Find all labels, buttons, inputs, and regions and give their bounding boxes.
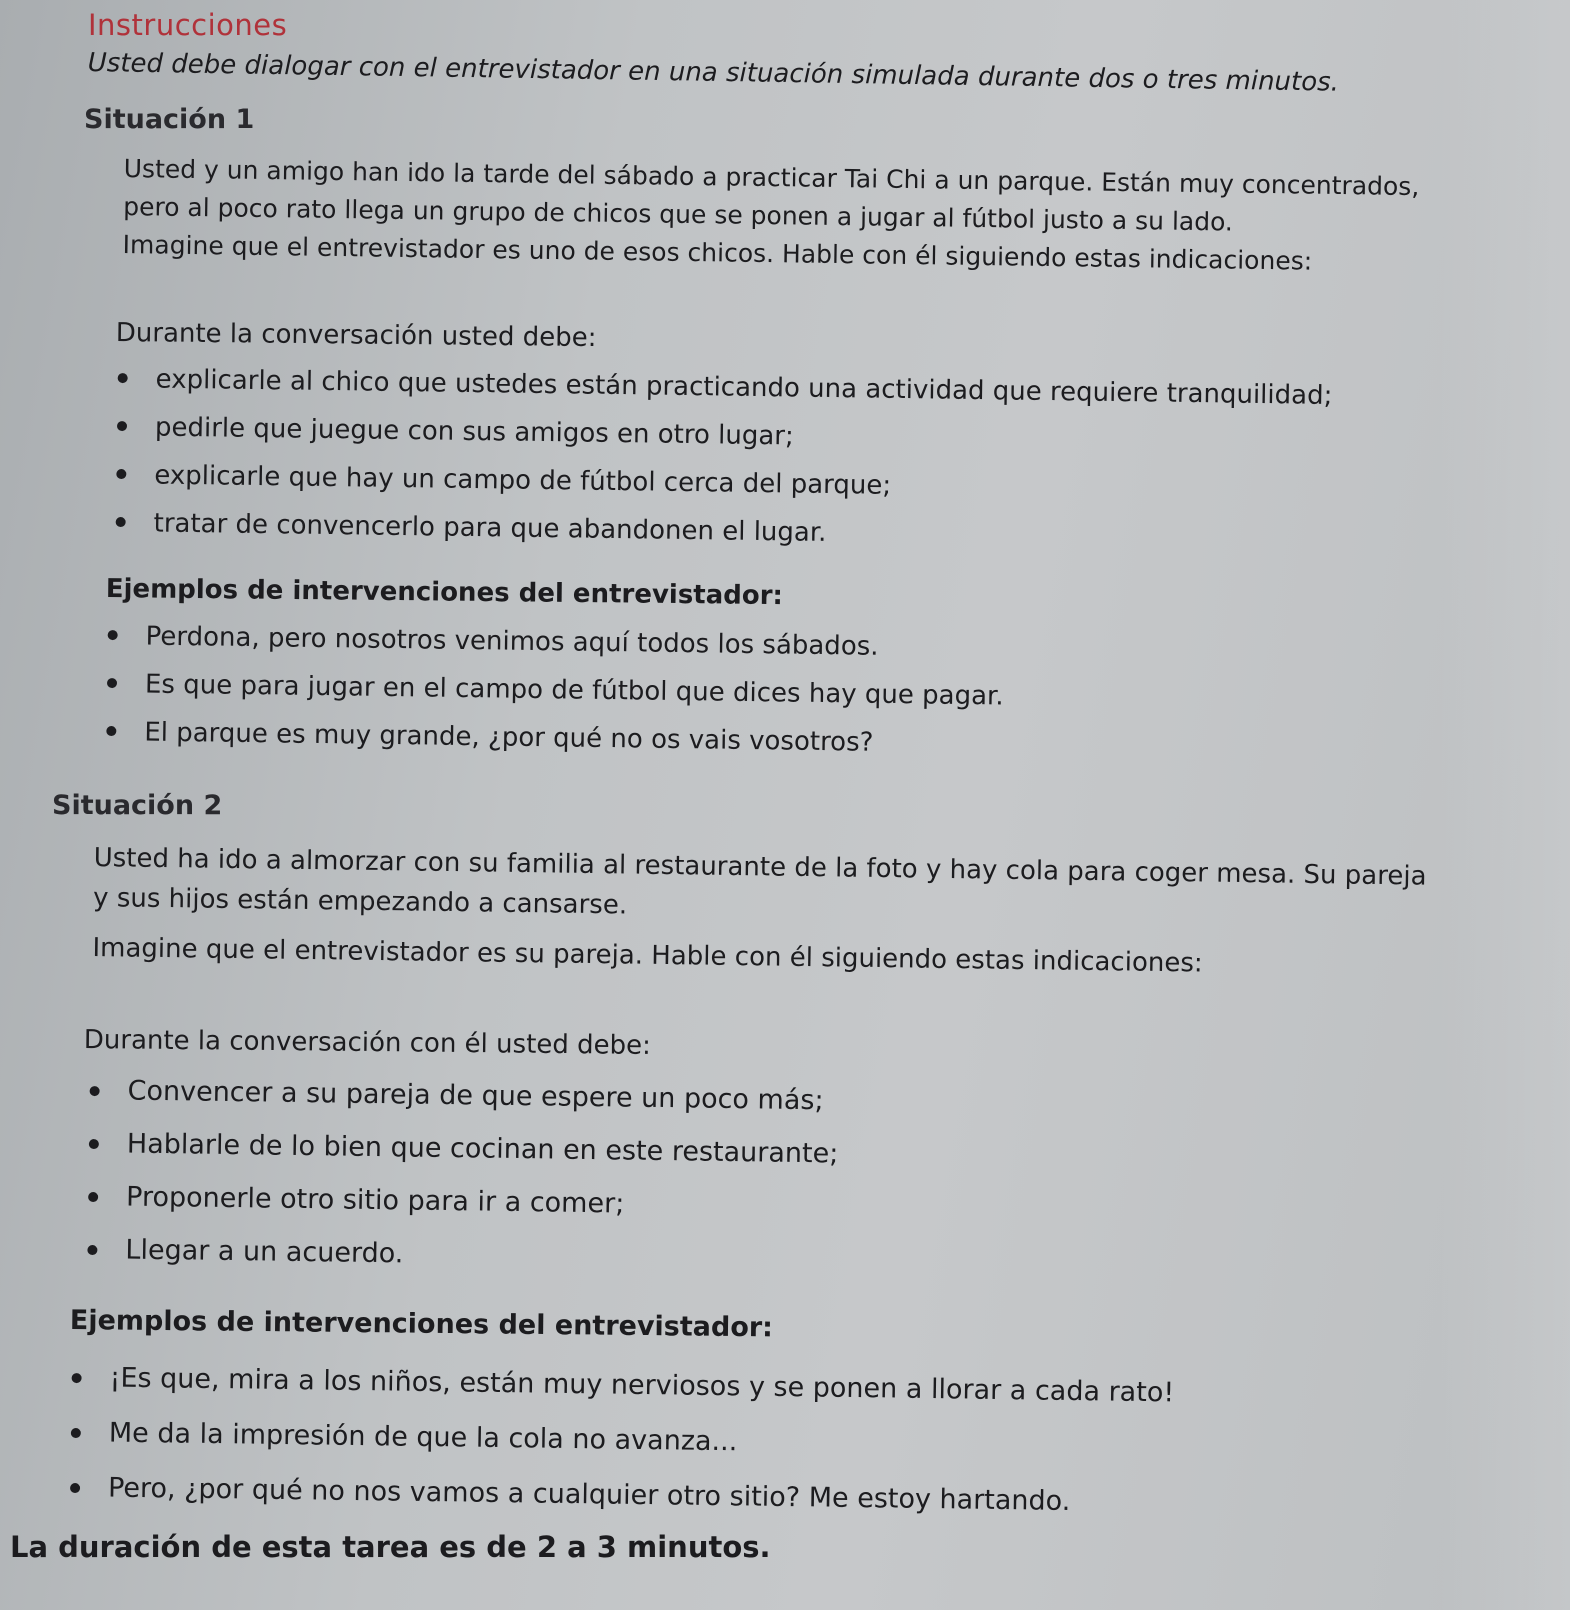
- list-item: Convencer a su pareja de que espere un poco más;: [89, 1064, 839, 1127]
- bullet-icon: [116, 469, 126, 479]
- situation1-line: pero al poco rato llega un grupo de chicos que se ponen a jugar al fútbol justo a su lado.: [123, 191, 1234, 237]
- page-edge-shadow: [1440, 0, 1570, 1610]
- bullet-icon: [71, 1428, 81, 1438]
- situation1-examples-label: Ejemplos de intervenciones del entrevistador:: [105, 574, 784, 612]
- bullet-icon: [117, 421, 127, 431]
- list-item: Hablarle de lo bien que cocinan en este restaurante;: [89, 1117, 839, 1180]
- situation2-line: Imagine que el entrevistador es su pareja. Hable con él siguiendo estas indicaciones:: [92, 932, 1203, 979]
- bullet-icon: [107, 678, 117, 688]
- bullet-icon: [116, 517, 126, 527]
- list-item: Proponerle otro sitio para ir a comer;: [88, 1170, 838, 1233]
- list-item: Pero, ¿por qué no nos vamos a cualquier otro sitio? Me estoy hartando.: [70, 1460, 1173, 1530]
- task-duration-note: La duración de esta tarea es de 2 a 3 minutos.: [10, 1530, 771, 1564]
- situation1-during-label: Durante la conversación usted debe:: [115, 318, 597, 354]
- situation1-line: Imagine que el entrevistador es uno de esos chicos. Hable con él siguiendo estas indicaciones:: [122, 229, 1313, 276]
- list-item: Perdona, pero nosotros venimos aquí todos los sábados.: [107, 612, 1004, 673]
- bullet-icon: [106, 726, 116, 736]
- situation2-examples-list: [70, 1350, 1175, 1530]
- list-item: tratar de convencerlo para que abandonen el lugar.: [115, 499, 1330, 564]
- situation2-title: Situación 2: [52, 790, 223, 821]
- list-item: explicarle que hay un campo de fútbol cerca del parque;: [116, 451, 1331, 516]
- list-item: Llegar a un acuerdo.: [87, 1223, 837, 1286]
- list-item: ¡Es que, mira a los niños, están muy nerviosos y se ponen a llorar a cada rato!: [71, 1350, 1174, 1420]
- bullet-icon: [70, 1483, 80, 1493]
- bullet-icon: [88, 1192, 98, 1202]
- bullet-icon: [108, 630, 118, 640]
- situation1-examples-list: [106, 612, 1005, 769]
- list-item: El parque es muy grande, ¿por qué no os vais vosotros?: [106, 708, 1003, 769]
- situation2-paragraph: [92, 838, 1427, 987]
- list-item: pedirle que juegue con sus amigos en otro lugar;: [117, 403, 1332, 468]
- situation2-task-list: [87, 1064, 839, 1286]
- bullet-icon: [89, 1139, 99, 1149]
- situation2-during-label: Durante la conversación con él usted debe:: [83, 1025, 652, 1061]
- bullet-icon: [72, 1373, 82, 1383]
- instructions-intro: Usted debe dialogar con el entrevistador en una situación simulada durante dos o tres minutos.: [87, 48, 1340, 98]
- bullet-icon: [90, 1086, 100, 1096]
- list-item: explicarle al chico que ustedes están practicando una actividad que requiere tranquilidad;: [117, 355, 1332, 420]
- situation1-task-list: [115, 355, 1332, 564]
- situation2-line: y sus hijos están empezando a cansarse.: [92, 882, 628, 921]
- list-item: Me da la impresión de que la cola no avanza...: [70, 1405, 1173, 1475]
- bullet-icon: [87, 1245, 97, 1255]
- situation1-title: Situación 1: [84, 104, 255, 135]
- situation1-paragraph: [122, 150, 1419, 282]
- bullet-icon: [118, 373, 128, 383]
- situation1-line: Usted y un amigo han ido la tarde del sábado a practicar Tai Chi a un parque. Están muy concentrados,: [123, 153, 1420, 202]
- instructions-title: Instrucciones: [88, 8, 288, 42]
- situation2-examples-label: Ejemplos de intervenciones del entrevistador:: [69, 1305, 774, 1344]
- situation2-line: Usted ha ido a almorzar con su familia al restaurante de la foto y hay cola para coger mesa. Su pareja: [93, 842, 1427, 892]
- list-item: Es que para jugar en el campo de fútbol que dices hay que pagar.: [107, 660, 1004, 721]
